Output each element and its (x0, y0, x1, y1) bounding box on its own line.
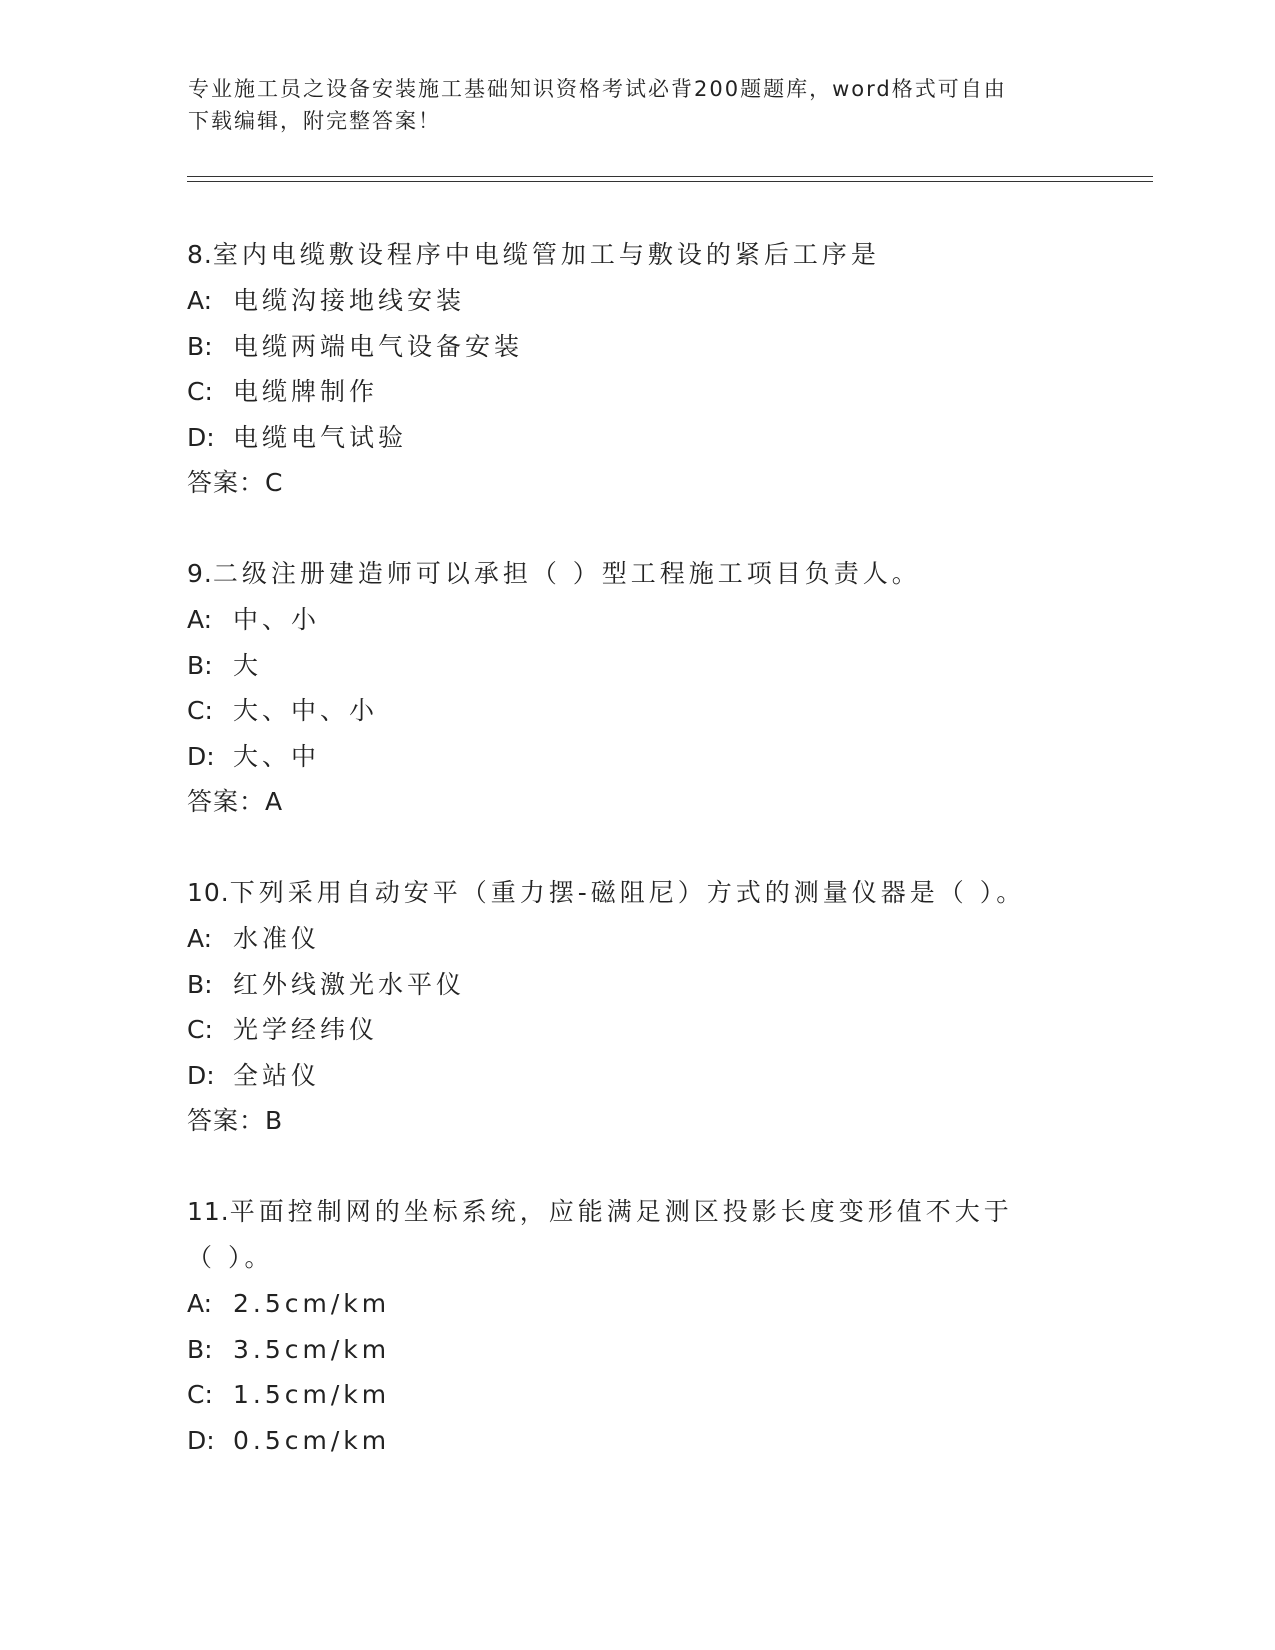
option-key: B: (187, 331, 213, 361)
option-a (187, 916, 1087, 962)
question-stem (187, 870, 1087, 916)
option-text: 水准仪 (233, 924, 321, 953)
option-key: D: (187, 1425, 215, 1455)
option-text: 电缆牌制作 (233, 377, 379, 406)
option-text: 3.5cm/km (233, 1334, 391, 1364)
option-key: A: (187, 286, 213, 315)
answer-line: 答案：A (187, 787, 284, 816)
option-text: 大、中 (233, 741, 321, 771)
option-b (187, 962, 1087, 1008)
option-key: A: (187, 924, 213, 953)
document-header (188, 73, 1088, 137)
option-c (187, 1372, 1087, 1418)
option-key: B: (187, 650, 213, 680)
question-text: 下列采用自动安平（重力摆-磁阻尼）方式的测量仪器是（ ）。 (229, 878, 1026, 907)
option-key: A: (187, 605, 213, 634)
answer-line: 答案：B (187, 1106, 284, 1135)
option-a (187, 1281, 1087, 1327)
option-key: C: (187, 1015, 213, 1044)
option-d (187, 1418, 1087, 1464)
option-d (187, 1053, 1087, 1099)
option-key: D: (187, 1060, 215, 1090)
question-stem (187, 1189, 1027, 1281)
option-key: C: (187, 1380, 213, 1409)
option-c (187, 688, 1087, 734)
question-text: 平面控制网的坐标系统，应能满足测区投影长度变形值不大于（ ）。 (187, 1197, 1013, 1272)
option-key: D: (187, 741, 215, 771)
option-key: B: (187, 1334, 213, 1364)
option-text: 电缆沟接地线安装 (233, 286, 466, 315)
question-number: 10. (187, 878, 230, 907)
question-text: 二级注册建造师可以承担（ ）型工程施工项目负责人。 (212, 559, 921, 588)
option-c (187, 369, 1087, 415)
question-11 (187, 1189, 1087, 1463)
option-key: A: (187, 1289, 213, 1318)
question-number: 9. (187, 559, 213, 588)
option-text: 红外线激光水平仪 (233, 969, 466, 999)
question-text: 室内电缆敷设程序中电缆管加工与敷设的紧后工序是 (212, 240, 880, 269)
option-text: 1.5cm/km (233, 1380, 391, 1409)
option-b (187, 1327, 1087, 1373)
question-number: 11. (187, 1197, 230, 1226)
question-list (187, 232, 1087, 1509)
option-d (187, 734, 1087, 780)
option-key: C: (187, 696, 213, 725)
option-text: 0.5cm/km (233, 1425, 391, 1455)
option-text: 电缆电气试验 (233, 422, 408, 452)
option-text: 电缆两端电气设备安装 (233, 331, 524, 361)
question-number: 8. (187, 240, 213, 269)
option-a (187, 597, 1087, 643)
option-key: D: (187, 422, 215, 452)
option-text: 光学经纬仪 (233, 1015, 379, 1044)
option-b (187, 324, 1087, 370)
option-text: 全站仪 (233, 1060, 321, 1090)
option-key: B: (187, 969, 213, 999)
question-stem (187, 551, 1087, 597)
option-b (187, 643, 1087, 689)
answer-line: 答案：C (187, 468, 284, 497)
option-d (187, 415, 1087, 461)
option-text: 大 (233, 650, 263, 680)
header-divider-bottom (187, 181, 1153, 182)
option-key: C: (187, 377, 213, 406)
option-c (187, 1007, 1087, 1053)
question-stem (187, 232, 1087, 278)
question-9 (187, 551, 1087, 824)
question-10 (187, 870, 1087, 1143)
header-line-1: 专业施工员之设备安装施工基础知识资格考试必背200题题库，word格式可自由 (188, 77, 1007, 101)
option-text: 大、中、小 (233, 696, 379, 725)
header-line-2: 下载编辑，附完整答案！ (188, 109, 441, 133)
question-8 (187, 232, 1087, 505)
option-a (187, 278, 1087, 324)
header-divider-top (187, 176, 1153, 177)
option-text: 2.5cm/km (233, 1289, 391, 1318)
option-text: 中、小 (233, 605, 321, 634)
